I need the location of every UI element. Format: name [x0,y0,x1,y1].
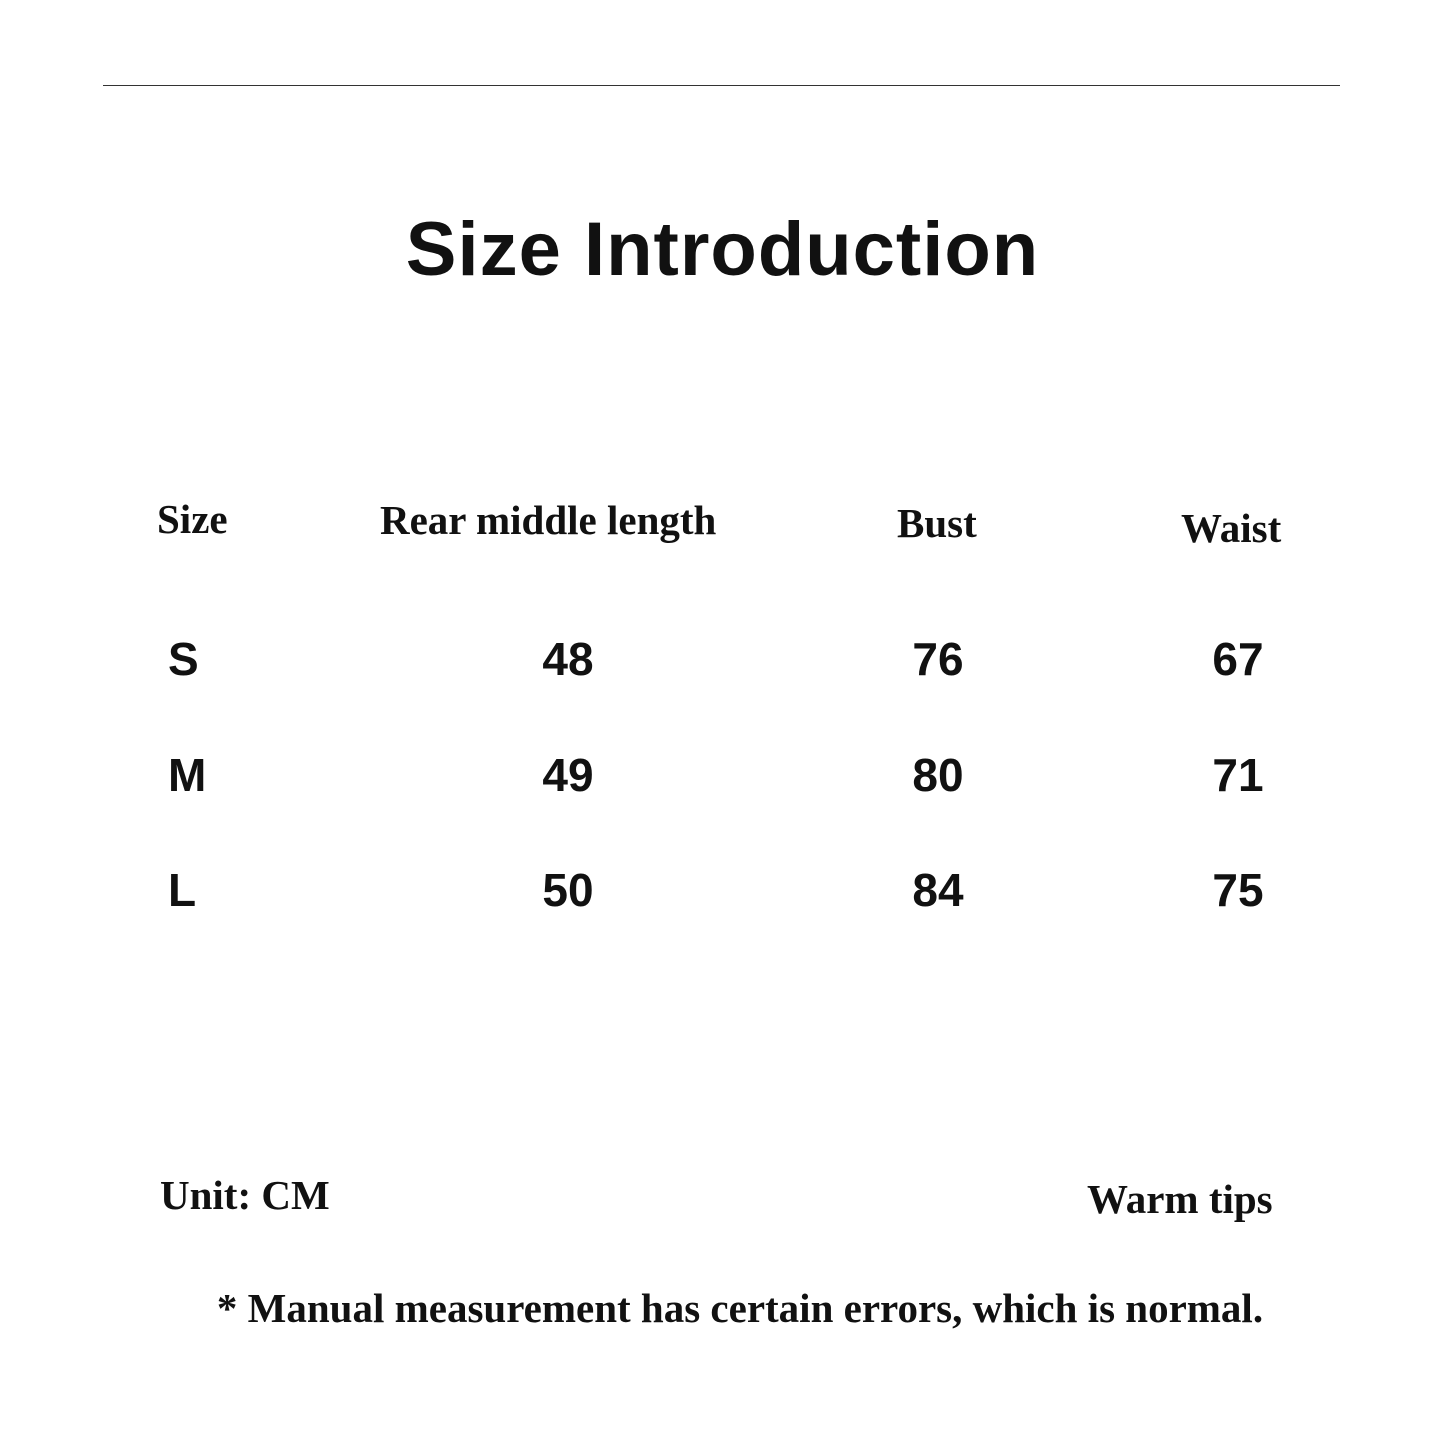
table-cell-bust: 80 [912,749,964,801]
measurement-note: * Manual measurement has certain errors, which is normal. [216,1285,1264,1331]
top-divider [103,85,1340,86]
table-cell-waist: 71 [1212,749,1264,801]
warm-tips-label: Warm tips [1087,1176,1273,1222]
table-cell-waist: 75 [1212,864,1264,916]
table-row-size: S [168,633,199,685]
table-cell-rear-length: 49 [542,749,594,801]
table-row-size: L [168,864,197,916]
table-cell-bust: 76 [912,633,964,685]
table-cell-bust: 84 [912,864,964,916]
header-bust: Bust [897,500,977,546]
header-rear-middle-length: Rear middle length [380,497,717,543]
table-row-size: M [168,749,207,801]
unit-label: Unit: CM [160,1172,330,1218]
table-cell-rear-length: 48 [542,633,594,685]
header-waist: Waist [1181,505,1282,551]
table-cell-waist: 67 [1212,633,1264,685]
table-cell-rear-length: 50 [542,864,594,916]
page-title: Size Introduction [405,207,1040,292]
header-size: Size [157,496,228,542]
